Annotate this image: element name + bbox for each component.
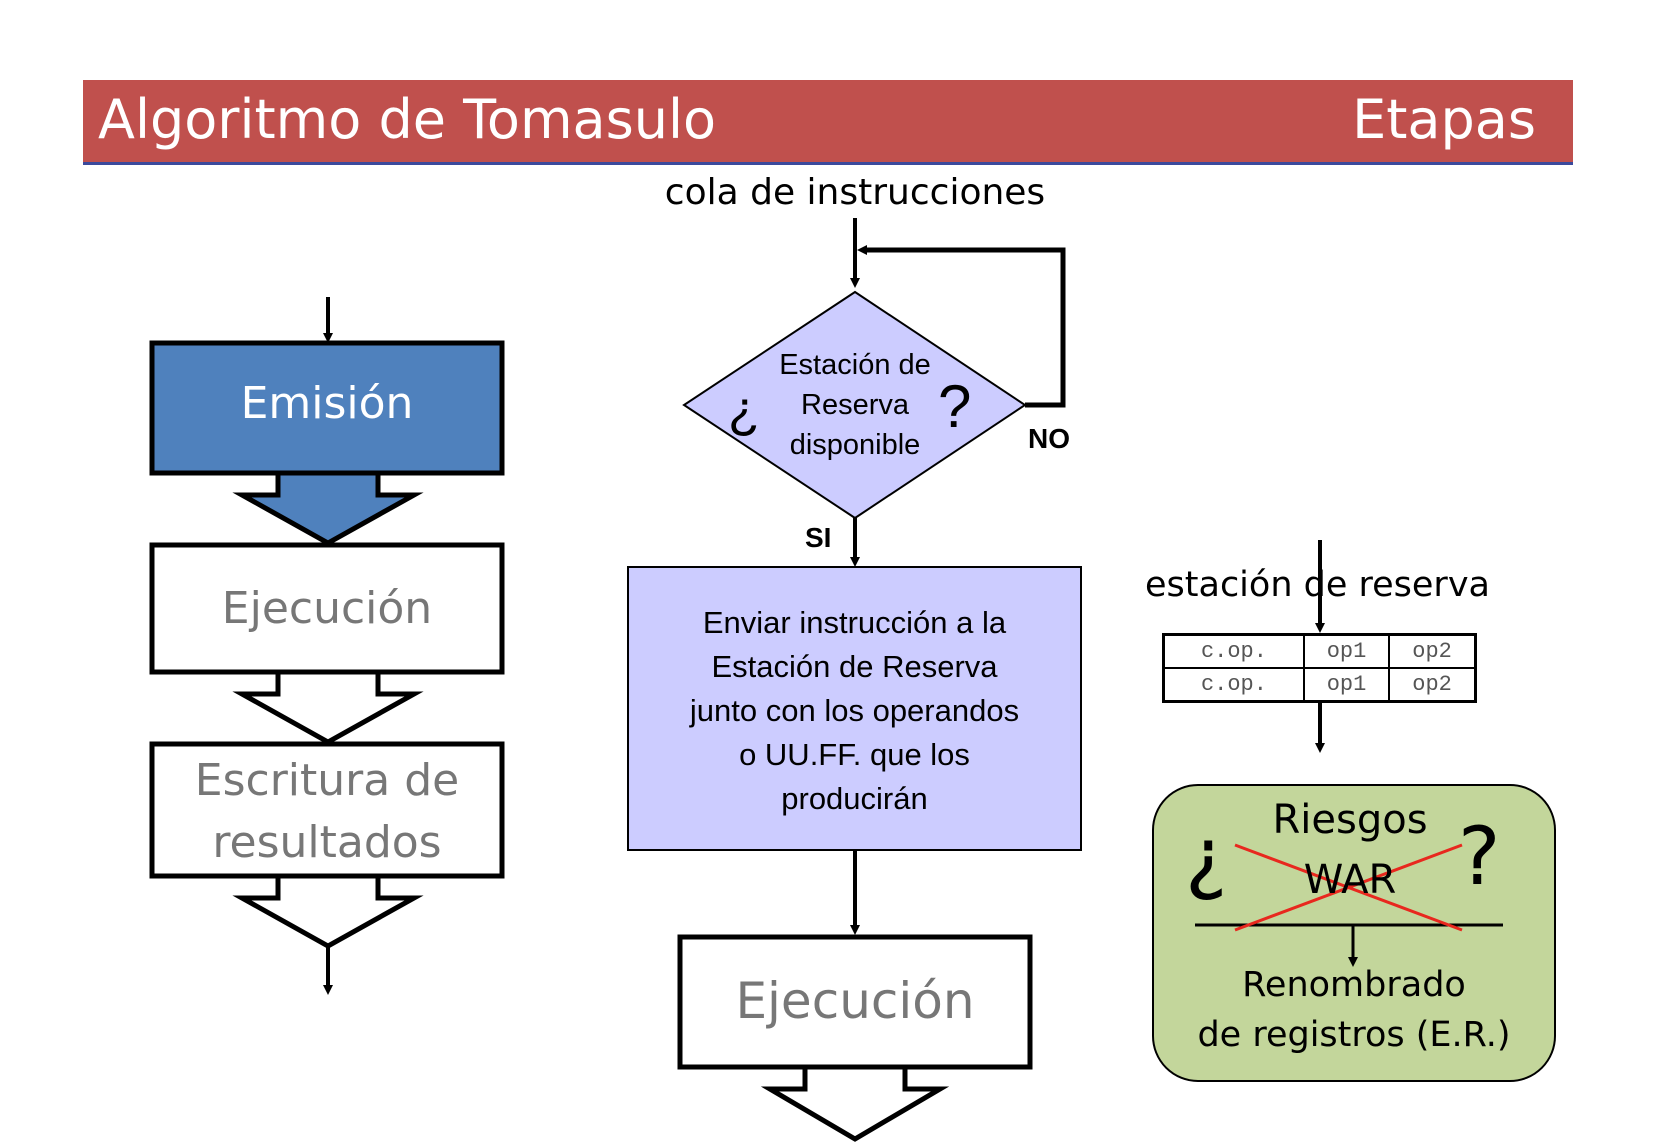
issue-stage-label: Emisión xyxy=(240,378,414,429)
write-stage-label xyxy=(152,750,502,874)
decision-close-mark: ? xyxy=(938,373,972,440)
action-line-5: producirán xyxy=(781,781,928,816)
execute-stage-label: Ejecución xyxy=(221,583,433,634)
decision-line-2: Reserva xyxy=(801,389,909,421)
action-line-4: o UU.FF. que los xyxy=(739,737,970,772)
action-line-1: Enviar instrucción a la xyxy=(702,605,1007,640)
issue-down-arrow xyxy=(242,473,414,543)
no-label: NO xyxy=(1028,423,1070,454)
war-result-line-1: Renombrado xyxy=(1242,965,1466,1005)
war-open-mark: ¿ xyxy=(1185,810,1228,903)
rs-table xyxy=(1162,633,1477,703)
write-down-arrow xyxy=(242,876,414,946)
decision-line-3: disponible xyxy=(789,429,921,461)
slide-subtitle: Etapas xyxy=(1352,88,1536,151)
war-close-mark: ? xyxy=(1458,810,1501,903)
flow-execute-down-arrow xyxy=(770,1067,940,1139)
write-stage-line-1: Escritura de xyxy=(194,755,460,806)
action-line-3: junto con los operandos xyxy=(689,693,1020,728)
war-result-line-2: de registros (E.R.) xyxy=(1197,1015,1511,1055)
rs-cell-opcode: c.op. xyxy=(1164,635,1304,669)
decision-line-1: Estación de xyxy=(779,349,931,381)
rs-cell-op2: op2 xyxy=(1389,635,1475,669)
execute-down-arrow xyxy=(242,672,414,742)
rs-row xyxy=(1164,668,1476,702)
action-line-2: Estación de Reserva xyxy=(711,649,998,684)
decision-open-mark: ¿ xyxy=(728,381,760,439)
write-stage-line-2: resultados xyxy=(212,817,442,868)
send-to-rs-text xyxy=(628,601,1081,821)
war-line-2: WAR xyxy=(1303,857,1397,903)
rs-cell-op1: op1 xyxy=(1304,668,1389,702)
slide-title: Algoritmo de Tomasulo xyxy=(98,88,717,151)
rs-cell-op1: op1 xyxy=(1304,635,1389,669)
war-line-1: Riesgos xyxy=(1272,797,1428,843)
flow-execute-label: Ejecución xyxy=(735,972,975,1030)
rs-cell-opcode: c.op. xyxy=(1164,668,1304,702)
queue-label: cola de instrucciones xyxy=(664,172,1046,213)
rs-row xyxy=(1164,635,1476,669)
rs-cell-op2: op2 xyxy=(1389,668,1475,702)
yes-label: SI xyxy=(805,522,832,553)
rs-label: estación de reserva xyxy=(1145,565,1490,605)
decision-text xyxy=(755,345,955,465)
war-result xyxy=(1153,960,1555,1060)
